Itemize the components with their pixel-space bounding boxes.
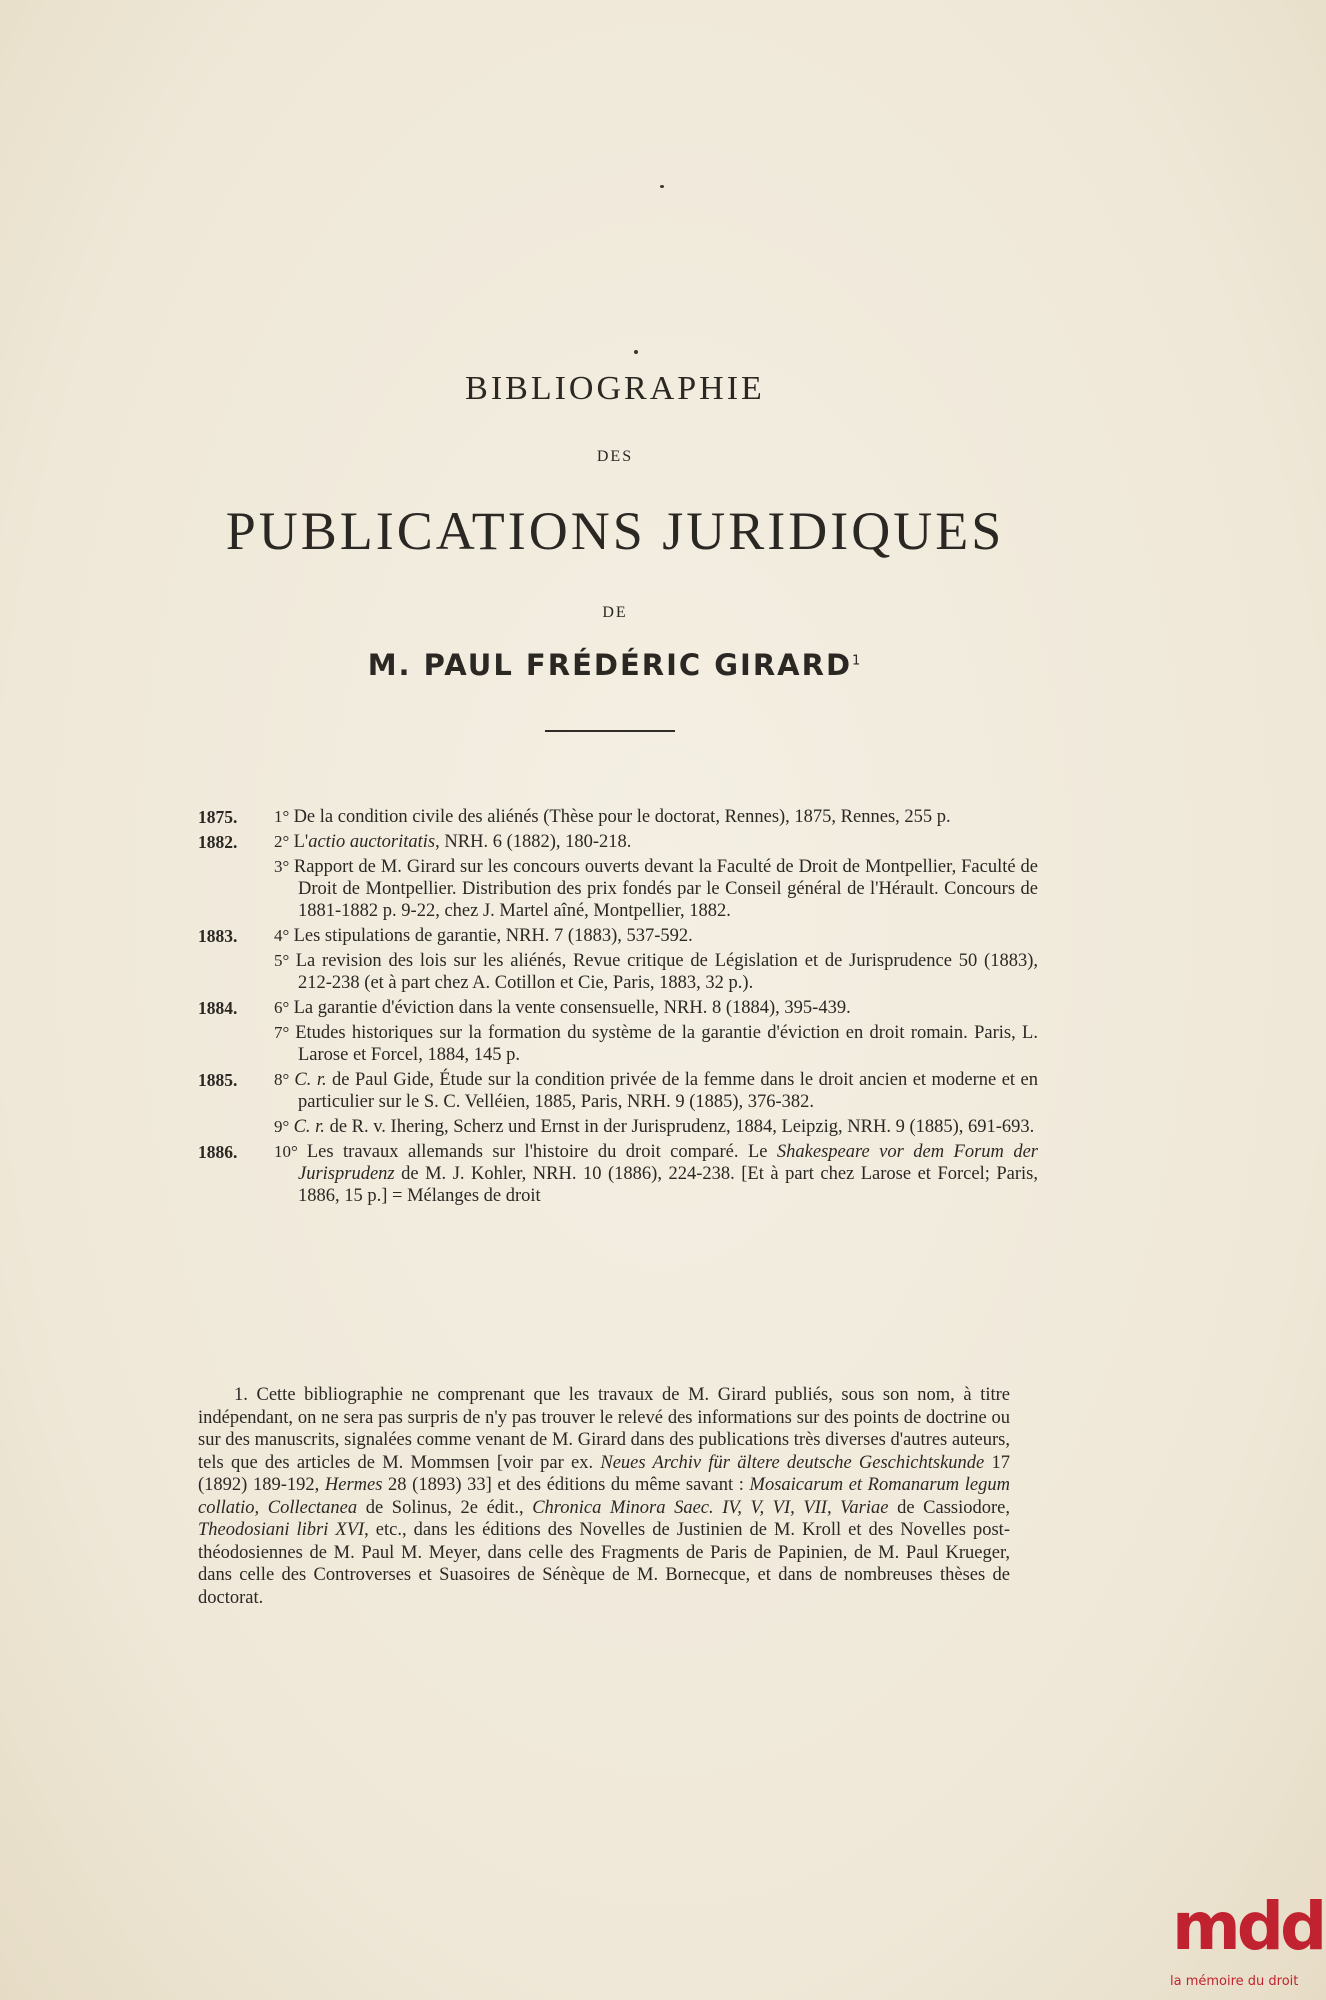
bibliography-list <box>198 806 1038 1210</box>
bibliography-entry <box>198 1022 1038 1066</box>
entry-number: 9° <box>274 1117 294 1136</box>
entry-year: 1883. <box>198 926 238 946</box>
title-bibliographie: BIBLIOGRAPHIE <box>465 370 765 407</box>
text-run: La garantie d'éviction dans la vente consensuelle, NRH. 8 (1884), 395-439. <box>293 998 851 1018</box>
italic-text: Theodosiani libri XVI <box>198 1520 365 1540</box>
italic-text: Shakespeare vor dem Forum der Jurisprudenz <box>298 1142 1038 1184</box>
bibliography-entry <box>198 831 1038 853</box>
text-run: Les travaux allemands sur l'histoire du droit comparé. Le <box>306 1142 777 1162</box>
text-run: De la condition civile des aliénés (Thèse pour le doctorat, Rennes), 1875, Rennes, 255 p. <box>293 807 951 827</box>
logo-mark: mdd <box>1172 1888 1324 1965</box>
text-run: de Cassiodore, <box>888 1497 1010 1518</box>
ink-speck <box>660 185 664 188</box>
entry-year: 1882. <box>198 832 238 852</box>
bibliography-entry <box>198 856 1038 922</box>
text-run: 28 (1893) 33] et des éditions du même savant : <box>382 1475 750 1495</box>
entry-number: 3° <box>274 857 294 876</box>
text-run: de M. J. Kohler, NRH. 10 (1886), 224-238. [Et à part chez Larose et Forcel; Paris, 1886, 15 p.] = Mélanges de droit <box>298 1164 1038 1206</box>
italic-text: Mosaicarum et Romanarum legum collatio, Collectanea <box>198 1475 1010 1518</box>
text-run: 17 (1892) 189-192, <box>198 1452 1011 1495</box>
bibliography-entry <box>198 950 1038 994</box>
text-run: Rapport de M. Girard sur les concours ouverts devant la Faculté de Droit de Montpellier, Faculté de Droit de Montpellier. Distribution des prix fondés par le Conseil général de l'Hérault. Concours de 1881-1882 p. 9-22, chez J. Martel aîné, Montpellier, 1882. <box>293 857 1038 921</box>
italic-text: Hermes <box>324 1475 383 1495</box>
bibliography-entry <box>198 1069 1038 1113</box>
text-run: de Solinus, 2e édit., <box>357 1497 533 1518</box>
bibliography-entry <box>198 1141 1038 1207</box>
text-run: , NRH. 6 (1882), 180-218. <box>435 832 632 852</box>
entry-number: 1° <box>274 807 294 826</box>
title-de: DE <box>602 604 628 621</box>
ink-speck <box>634 350 638 354</box>
entry-year: 1885. <box>198 1070 238 1090</box>
bibliography-entry <box>198 997 1038 1019</box>
entry-text <box>274 831 1038 853</box>
entry-text <box>274 856 1038 922</box>
title-author <box>0 648 1230 682</box>
entry-number: 5° <box>274 951 296 970</box>
text-run: Etudes historiques sur la formation du système de la garantie d'éviction en droit romain. Paris, L. Larose et Forcel, 1884, 145 p. <box>295 1023 1038 1065</box>
entry-text <box>274 1141 1038 1207</box>
mdd-logo <box>1168 1888 1326 2000</box>
text-run: Les stipulations de garantie, NRH. 7 (1883), 537-592. <box>293 926 693 946</box>
text-run: , etc., dans les éditions des Novelles de Justinien de M. Kroll et des Novelles post-théodosiennes de M. Paul M. Meyer, dans celle des Fragments de Paris de Papinien, de M. Paul Krueger, dans celle des Controverses et Suasoires de Sénèque de M. Bornecque, et dans de nombreuses thèses de doctorat. <box>198 1520 1010 1608</box>
entry-number: 2° <box>274 832 294 851</box>
title-rule <box>545 730 675 732</box>
entry-year: 1884. <box>198 998 238 1018</box>
footnote-marker: 1 <box>852 653 863 669</box>
text-run: de Paul Gide, Étude sur la condition privée de la femme dans le droit ancien et moderne et en particulier sur le S. C. Velléien, 1885, Paris, NRH. 9 (1885), 376-382. <box>298 1070 1038 1112</box>
entry-text <box>274 1069 1038 1113</box>
entry-year: 1886. <box>198 1142 238 1162</box>
italic-text: actio auctoritatis <box>308 832 436 852</box>
entry-number: 8° <box>274 1070 295 1089</box>
italic-text: Neues Archiv für ältere deutsche Geschichtskunde <box>600 1452 985 1473</box>
text-run: 1. Cette bibliographie ne comprenant que les travaux de M. Girard publiés, sous son nom, à titre indépendant, on ne sera pas surpris de n'y pas trouver le relevé des informations sur des points de doctrine ou sur des manuscrits, signalées comme venant de M. Girard dans des publications très diverses d'autres auteurs, tels que des articles de M. Mommsen [voir par ex. <box>198 1385 1010 1473</box>
entry-text <box>274 925 1038 947</box>
logo-tagline: la mémoire du droit <box>1170 1974 1299 1989</box>
entry-text <box>274 1022 1038 1066</box>
bibliography-entry <box>198 806 1038 828</box>
italic-text: C. r. <box>294 1070 327 1090</box>
entry-text <box>274 806 1038 828</box>
entry-text <box>274 950 1038 994</box>
bibliography-entry <box>198 1116 1038 1138</box>
entry-number: 6° <box>274 998 294 1017</box>
title-publications: PUBLICATIONS JURIDIQUES <box>225 501 1005 561</box>
text-run: de R. v. Ihering, Scherz und Ernst in der Jurisprudenz, 1884, Leipzig, NRH. 9 (1885), 691-693. <box>324 1117 1035 1137</box>
italic-text: Chronica Minora Saec. IV, V, VI, VII, Variae <box>532 1497 889 1518</box>
text-run: La revision des lois sur les aliénés, Revue critique de Législation et de Jurisprudence 50 (1883), 212-238 (et à part chez A. Cotillon et Cie, Paris, 1883, 32 p.). <box>295 951 1038 993</box>
entry-number: 4° <box>274 926 294 945</box>
text-run: L' <box>293 832 309 852</box>
entry-number: 7° <box>274 1023 296 1042</box>
entry-year: 1875. <box>198 807 238 827</box>
entry-number: 10° <box>274 1142 307 1161</box>
bibliography-entry <box>198 925 1038 947</box>
title-des: DES <box>596 448 634 465</box>
author-name: M. PAUL FRÉDÉRIC GIRARD <box>367 648 853 682</box>
entry-text <box>274 1116 1038 1138</box>
footnote <box>198 1384 1010 1609</box>
italic-text: C. r. <box>293 1117 325 1137</box>
entry-text <box>274 997 1038 1019</box>
